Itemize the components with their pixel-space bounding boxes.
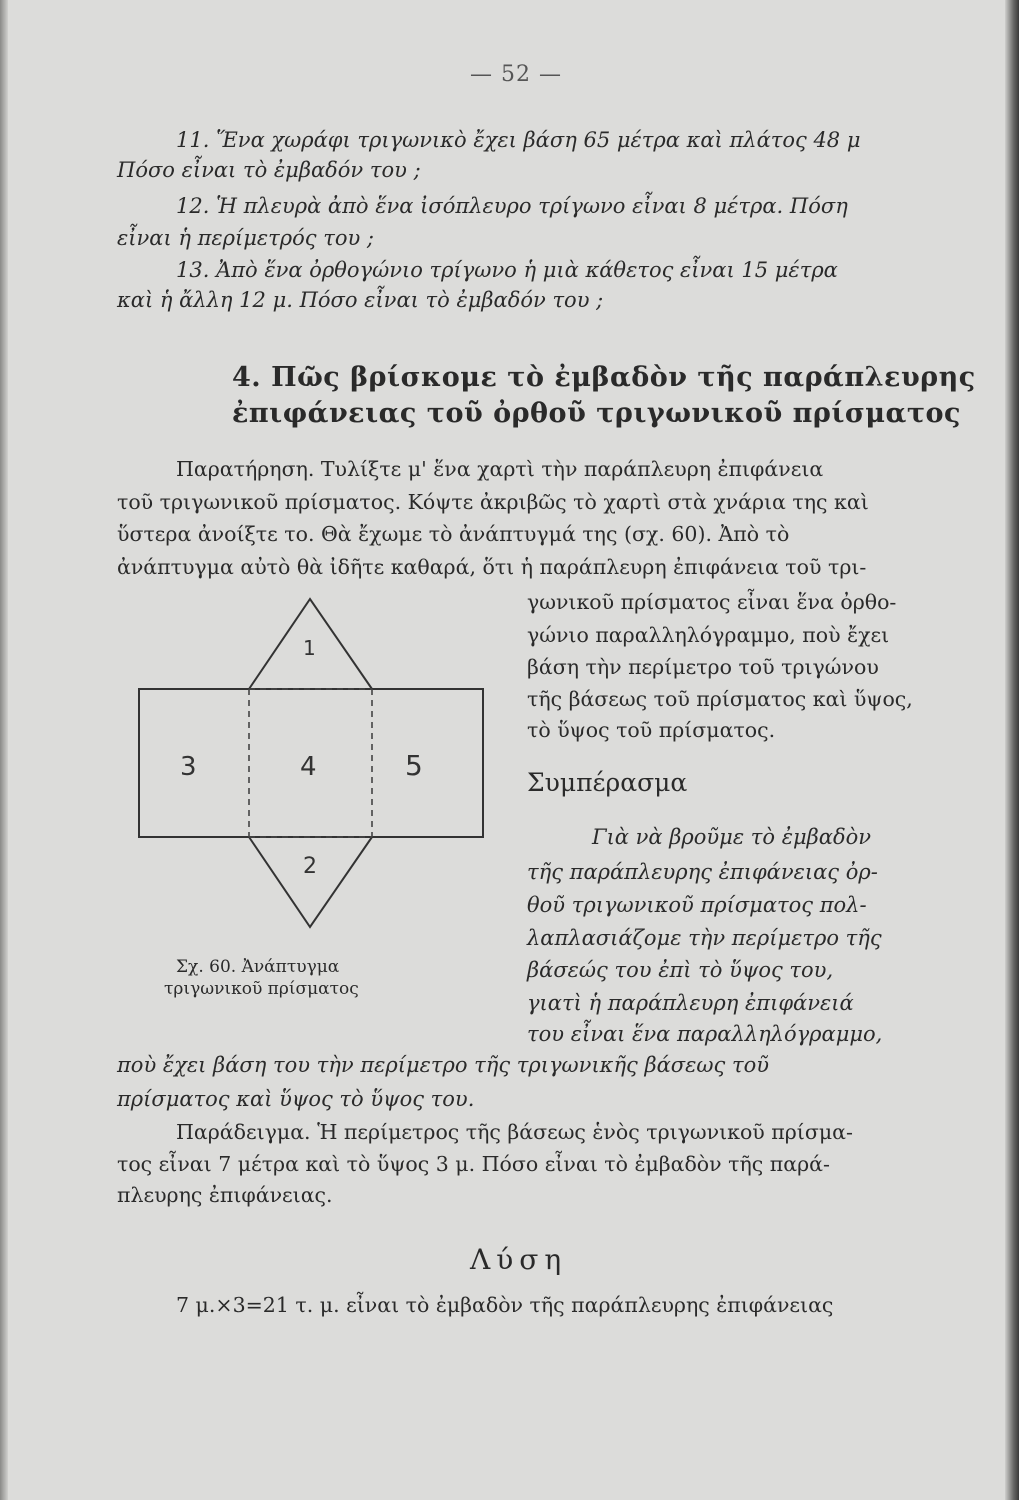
- net-label-3: 3: [180, 752, 197, 782]
- observation-line5: γωνικοῦ πρίσματος εἶναι ἕνα ὀρθο-: [527, 590, 897, 614]
- exercise-12-line1: 12. Ἡ πλευρὰ ἀπὸ ἕνα ἰσόπλευρο τρίγωνο εἶναι 8 μέτρα. Πόση: [176, 194, 848, 218]
- observation-line1: Παρατήρηση. Τυλίξτε μ' ἕνα χαρτὶ τὴν παράπλευρη ἐπιφάνεια: [176, 457, 824, 481]
- exercise-11-line2: Πόσο εἶναι τὸ ἐμβαδόν του ;: [117, 158, 421, 182]
- exercise-13-line2: καὶ ἡ ἄλλη 12 μ. Πόσο εἶναι τὸ ἐμβαδόν του ;: [117, 288, 604, 312]
- conclusion-line9: πρίσματος καὶ ὕψος τὸ ὕψος του.: [117, 1087, 475, 1111]
- exercise-13-line1: 13. Ἀπὸ ἕνα ὀρθογώνιο τρίγωνο ἡ μιὰ κάθετος εἶναι 15 μέτρα: [176, 258, 838, 282]
- observation-line4: ἀνάπτυγμα αὐτὸ θὰ ἰδῆτε καθαρά, ὅτι ἡ παράπλευρη ἐπιφάνεια τοῦ τρι-: [117, 555, 867, 579]
- solution-line1: 7 μ.×3=21 τ. μ. εἶναι τὸ ἐμβαδὸν τῆς παράπλευρης ἐπιφάνειας: [176, 1293, 834, 1317]
- observation-line3: ὕστερα ἀνοίξτε το. Θὰ ἔχωμε τὸ ἀνάπτυγμά της (σχ. 60). Ἀπὸ τὸ: [117, 522, 790, 546]
- net-label-2: 2: [303, 854, 317, 879]
- observation-line7: βάση τὴν περίμετρο τοῦ τριγώνου: [527, 655, 879, 679]
- conclusion-line4: λαπλασιάζομε τὴν περίμετρο τῆς: [527, 926, 882, 950]
- observation-line9: τὸ ὕψος τοῦ πρίσματος.: [527, 718, 776, 742]
- solution-title: Λύση: [470, 1243, 568, 1276]
- net-bottom-triangle: [249, 837, 372, 927]
- conclusion-line2: τῆς παράπλευρης ἐπιφάνειας ὀρ-: [527, 860, 878, 884]
- page-number: — 52 —: [470, 62, 562, 87]
- page-edge-right: [1005, 0, 1019, 1500]
- observation-line2: τοῦ τριγωνικοῦ πρίσματος. Κόψτε ἀκριβῶς τὸ χαρτὶ στὰ χνάρια της καὶ: [117, 490, 869, 514]
- prism-net-figure: [120, 585, 500, 955]
- observation-line8: τῆς βάσεως τοῦ πρίσματος καὶ ὕψος,: [527, 687, 913, 711]
- example-line1: Παράδειγμα. Ἡ περίμετρος τῆς βάσεως ἑνὸς τριγωνικοῦ πρίσμα-: [176, 1120, 853, 1144]
- conclusion-title: Συμπέρασμα: [527, 768, 688, 797]
- conclusion-line8: ποὺ ἔχει βάση του τὴν περίμετρο τῆς τριγωνικῆς βάσεως τοῦ: [117, 1053, 769, 1077]
- conclusion-line6: γιατὶ ἡ παράπλευρη ἐπιφάνειά: [527, 991, 854, 1015]
- page-edge-left: [0, 0, 8, 1500]
- example-line2: τος εἶναι 7 μέτρα καὶ τὸ ὕψος 3 μ. Πόσο εἶναι τὸ ἐμβαδὸν τῆς παρά-: [117, 1152, 830, 1176]
- exercise-12-line2: εἶναι ἡ περίμετρός του ;: [117, 226, 375, 250]
- conclusion-line5: βάσεώς του ἐπὶ τὸ ὕψος του,: [527, 958, 834, 982]
- net-label-4: 4: [300, 752, 317, 782]
- conclusion-line3: θοῦ τριγωνικοῦ πρίσματος πολ-: [527, 893, 867, 917]
- section-heading-line2: ἐπιφάνειας τοῦ ὀρθοῦ τριγωνικοῦ πρίσματος: [232, 398, 961, 429]
- figure-caption-line2: τριγωνικοῦ πρίσματος: [164, 979, 359, 999]
- conclusion-line7: του εἶναι ἕνα παραλληλόγραμμο,: [527, 1022, 883, 1046]
- example-line3: πλευρης ἐπιφάνειας.: [117, 1183, 333, 1207]
- section-heading-line1: 4. Πῶς βρίσκομε τὸ ἐμβαδὸν τῆς παράπλευρης: [232, 362, 976, 393]
- net-label-1: 1: [303, 636, 316, 660]
- net-label-5: 5: [405, 749, 423, 782]
- figure-caption-line1: Σχ. 60. Ἀνάπτυγμα: [176, 957, 340, 977]
- exercise-11-line1: 11. Ἕνα χωράφι τριγωνικὸ ἔχει βάση 65 μέτρα καὶ πλάτος 48 μ: [176, 128, 861, 152]
- observation-line6: γώνιο παραλληλόγραμμο, ποὺ ἔχει: [527, 623, 890, 647]
- conclusion-line1: Γιὰ νὰ βροῦμε τὸ ἐμβαδὸν: [592, 825, 871, 849]
